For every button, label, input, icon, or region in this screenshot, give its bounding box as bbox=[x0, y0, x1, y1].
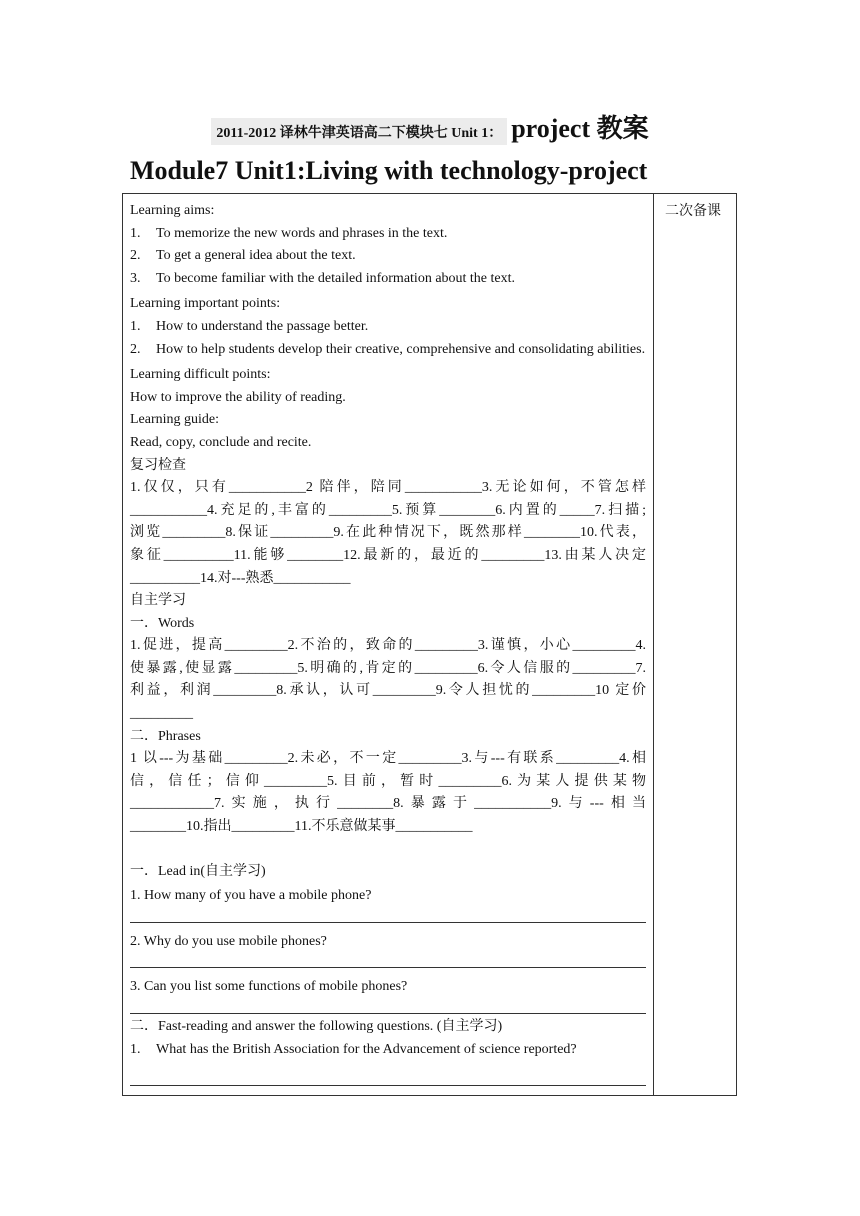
side-column-label: 二次备课 bbox=[665, 204, 721, 219]
answer-line[interactable] bbox=[130, 1071, 646, 1086]
guide-text: Read, copy, conclude and recite. bbox=[130, 434, 312, 450]
page-title: Module7 Unit1:Living with technology-project bbox=[130, 156, 648, 185]
important-item: 1. How to understand the passage better. bbox=[130, 318, 369, 334]
words-line: 使暴露,使显露_________5.明确的,肯定的_________6.令人信服的_________7. bbox=[130, 660, 646, 676]
phrases-line: ________10.指出_________11.不乐意做某事___________ bbox=[130, 819, 473, 835]
main-column bbox=[130, 200, 646, 1094]
review-line: ___________4.充足的,丰富的_________5.预算________6.内置的_____7.扫描; bbox=[130, 502, 646, 518]
fast-reading-heading: 二．Fast-reading and answer the following questions. (自主学习) bbox=[130, 1019, 503, 1034]
self-study-heading: 自主学习 bbox=[130, 593, 186, 609]
aims-heading: Learning aims: bbox=[130, 203, 215, 218]
document-header bbox=[0, 108, 860, 144]
answer-line[interactable] bbox=[130, 953, 646, 968]
aims-item: 2. To get a general idea about the text. bbox=[130, 248, 356, 264]
phrases-line: 1 以---为基础_________2.未必，不一定_________3.与---有联系_________4.相 bbox=[130, 751, 646, 767]
words-line: 利益，利润_________8.承认，认可_________9.令人担忧的_________10 定价 bbox=[130, 683, 646, 699]
aims-item: 3. To become familiar with the detailed information about the text. bbox=[130, 270, 516, 286]
review-line: 浏览_________8.保证_________9.在此种情况下，既然那样________10.代表， bbox=[130, 525, 646, 541]
column-divider bbox=[653, 193, 654, 1096]
header-subtitle: 2011-2012 译林牛津英语高二下模块七 Unit 1： bbox=[211, 118, 507, 145]
answer-line[interactable] bbox=[130, 908, 646, 923]
words-heading: 一．Words bbox=[130, 615, 195, 631]
aims-item: 1. To memorize the new words and phrases in the text. bbox=[130, 225, 448, 241]
header-main: project 教案 bbox=[511, 114, 649, 143]
phrases-line: ____________7.实施，执行________8.暴露于___________9.与---相当 bbox=[130, 796, 646, 812]
lead-in-question: 1. How many of you have a mobile phone? bbox=[130, 888, 372, 904]
review-line: 1.仅仅，只有___________2 陪伴，陪同___________3.无论如何，不管怎样 bbox=[130, 480, 646, 496]
difficult-text: How to improve the ability of reading. bbox=[130, 389, 346, 405]
lead-in-heading: 一．Lead in(自主学习) bbox=[130, 863, 266, 879]
answer-line[interactable] bbox=[130, 999, 646, 1014]
phrases-heading: 二．Phrases bbox=[130, 728, 201, 744]
important-item: 2. How to help students develop their creative, comprehensive and consolidating abilities. bbox=[130, 341, 646, 357]
phrases-line: 信，信任；信仰_________5.目前，暂时_________6.为某人提供某物 bbox=[130, 773, 646, 789]
important-heading: Learning important points: bbox=[130, 296, 281, 312]
lead-in-question: 3. Can you list some functions of mobile phones? bbox=[130, 979, 408, 995]
words-line: _________ bbox=[130, 706, 193, 722]
review-heading: 复习检查 bbox=[130, 457, 186, 473]
review-line: __________14.对---熟悉___________ bbox=[130, 570, 351, 586]
words-line: 1.促进，提高_________2.不治的，致命的_________3.谨慎，小心_________4. bbox=[130, 638, 646, 654]
review-line: 象征__________11.能够________12.最新的，最近的_________13.由某人决定 bbox=[130, 547, 646, 563]
lead-in-question: 2. Why do you use mobile phones? bbox=[130, 933, 327, 949]
difficult-heading: Learning difficult points: bbox=[130, 367, 271, 383]
guide-heading: Learning guide: bbox=[130, 412, 220, 428]
fast-reading-item: 1. What has the British Association for the Advancement of science reported? bbox=[130, 1041, 577, 1057]
